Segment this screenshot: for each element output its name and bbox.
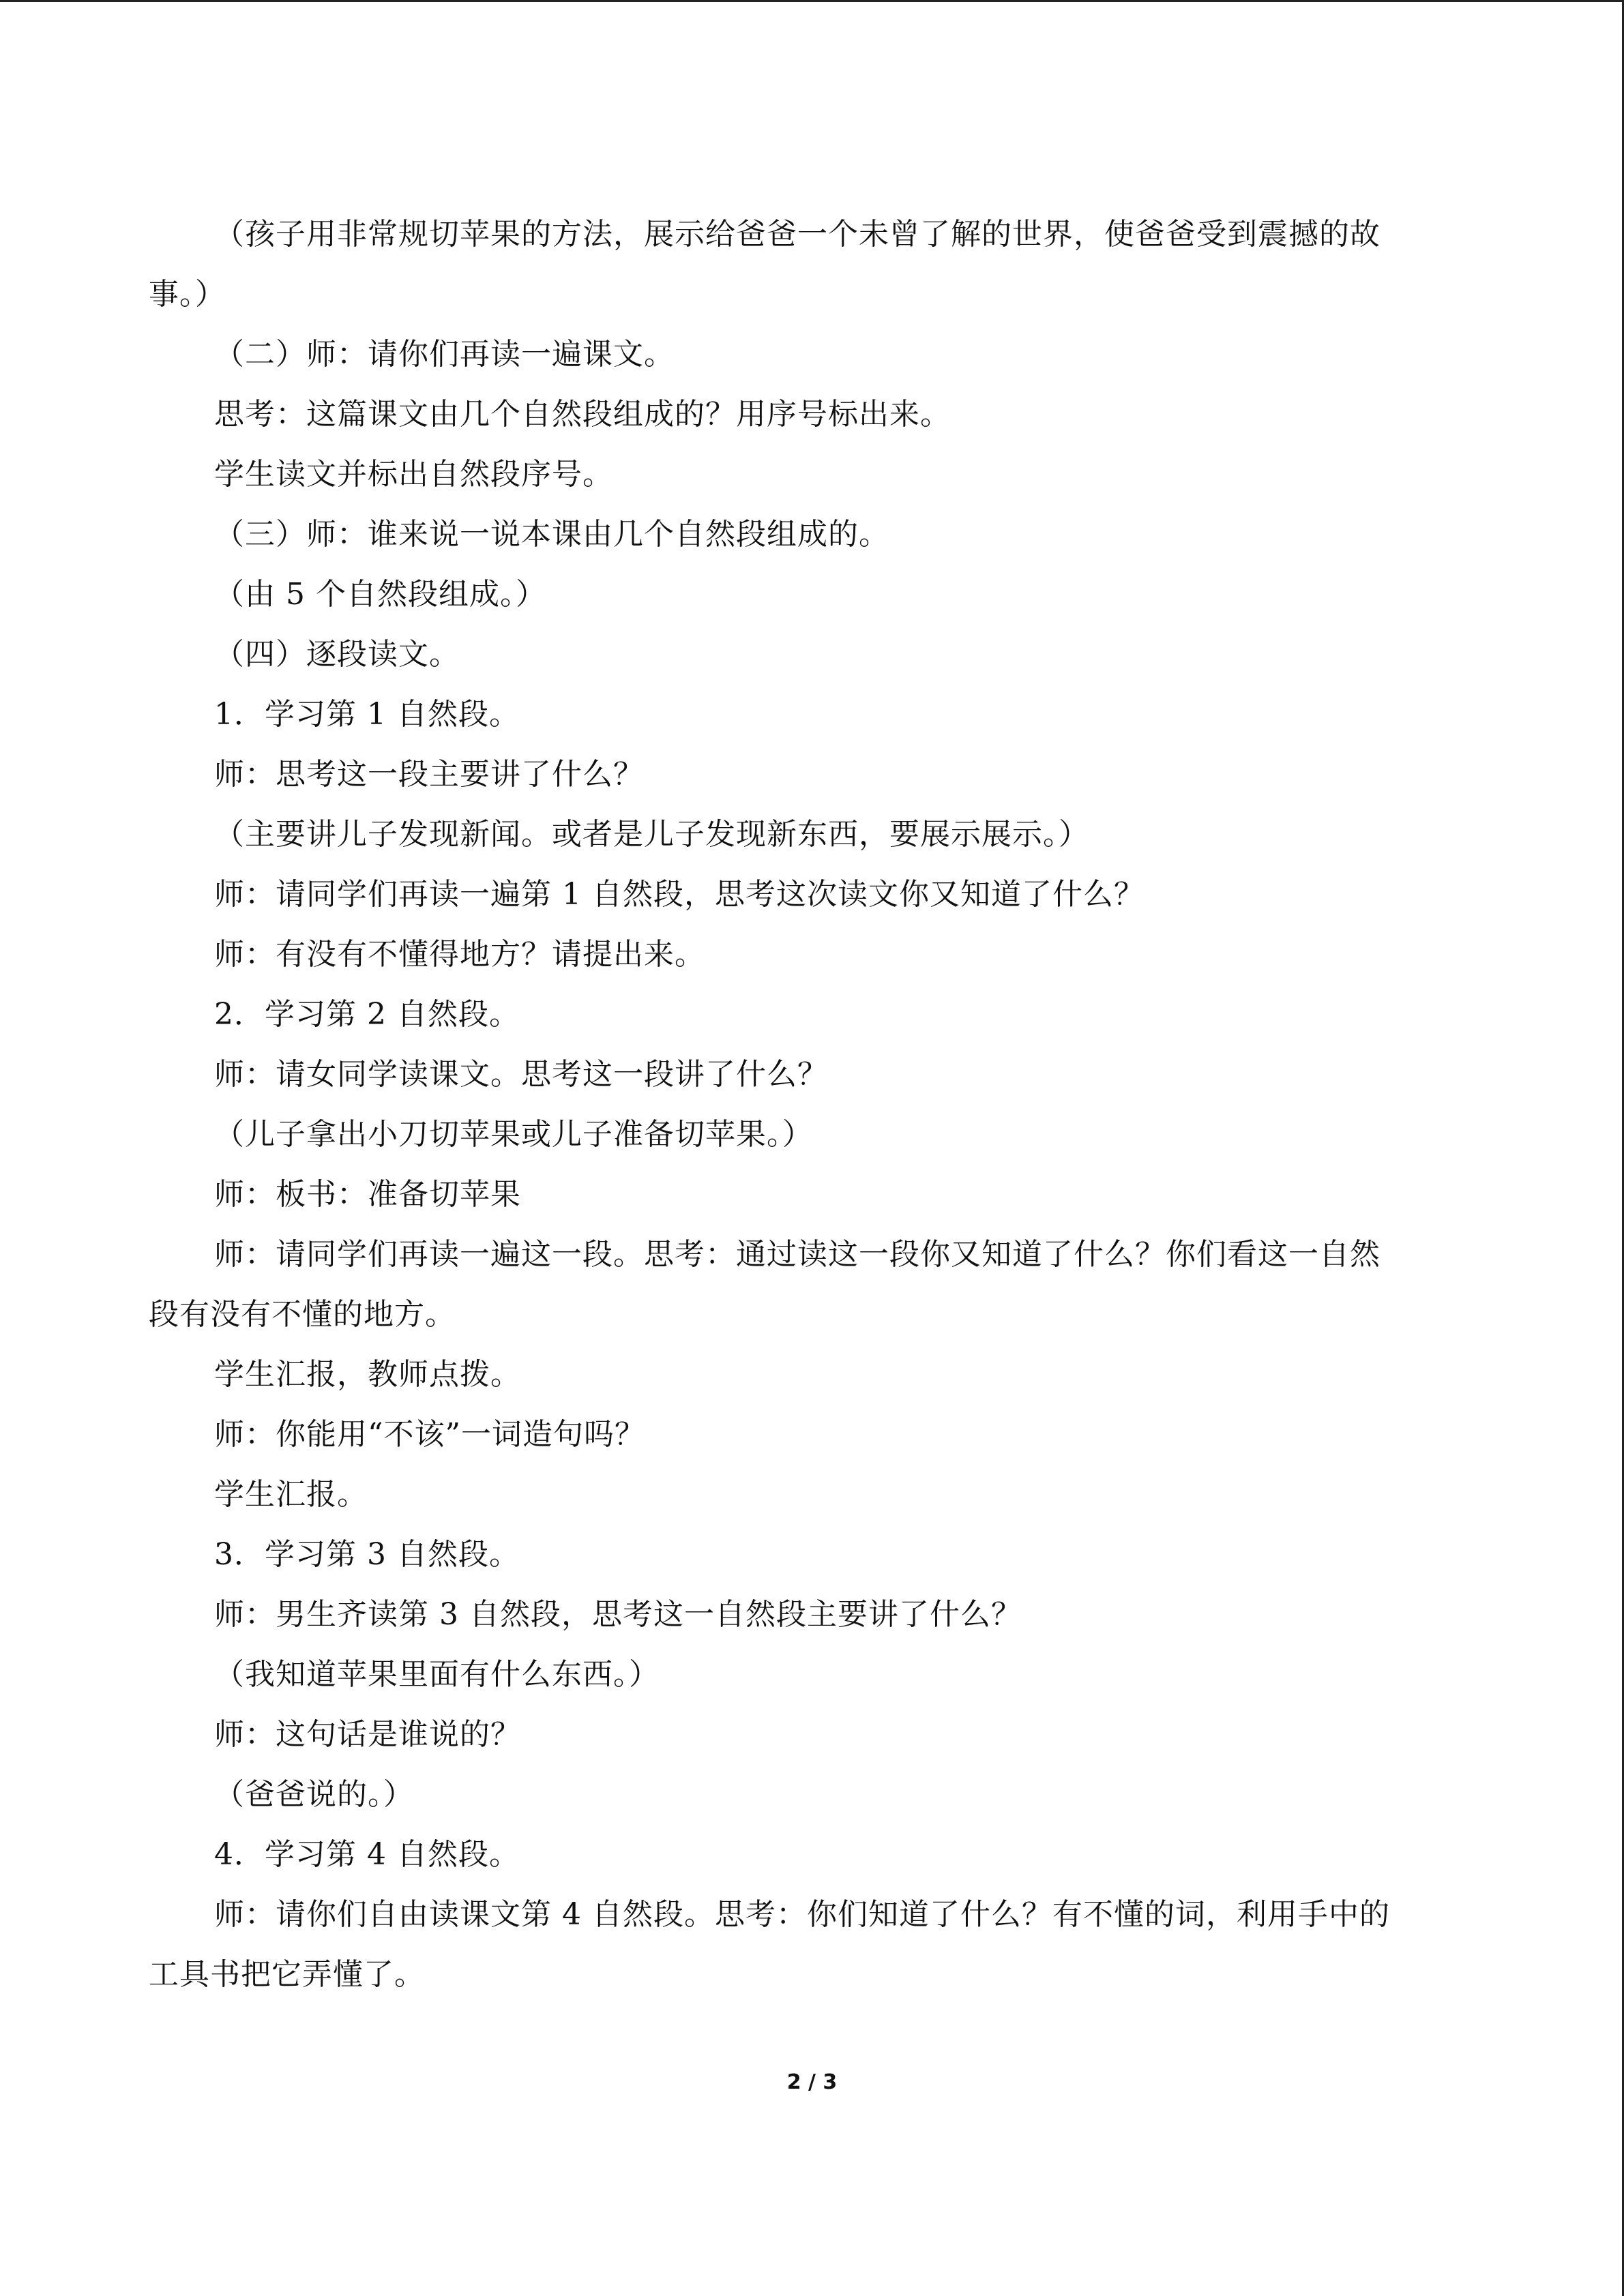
paragraph-line: 学生汇报，教师点拨。 [214, 1357, 521, 1392]
paragraph-line: （四）逐段读文。 [214, 637, 460, 672]
paragraph-line: （我知道苹果里面有什么东西。） [214, 1657, 660, 1692]
paragraph-line: （孩子用非常规切苹果的方法，展示给爸爸一个未曾了解的世界，使爸爸受到震撼的故 [214, 217, 1381, 252]
paragraph-line: 师：有没有不懂得地方？请提出来。 [214, 937, 705, 972]
paragraph-line: （爸爸说的。） [214, 1777, 414, 1812]
paragraph-line: 思考：这篇课文由几个自然段组成的？用序号标出来。 [214, 397, 951, 432]
paragraph-line: （儿子拿出小刀切苹果或儿子准备切苹果。） [214, 1117, 813, 1152]
paragraph-line: 1．学习第 1 自然段。 [214, 697, 520, 732]
paragraph-line: （主要讲儿子发现新闻。或者是儿子发现新东西，要展示展示。） [214, 817, 1089, 852]
paragraph-line: 段有没有不懂的地方。 [149, 1297, 456, 1332]
paragraph-line: （由 5 个自然段组成。） [214, 577, 546, 612]
paragraph-line: 学生汇报。 [214, 1477, 368, 1512]
paragraph-line: 师：这句话是谁说的？ [214, 1717, 521, 1752]
paragraph-line: （三）师：谁来说一说本课由几个自然段组成的。 [214, 517, 889, 552]
paragraph-line: 4．学习第 4 自然段。 [214, 1837, 520, 1872]
paragraph-line: 师：请同学们再读一遍这一段。思考：通过读这一段你又知道了什么？你们看这一自然 [214, 1237, 1381, 1272]
paragraph-line: 师：你能用“不该”一词造句吗？ [214, 1417, 645, 1452]
page-border-top [0, 0, 1624, 2]
paragraph-line: 师：请同学们再读一遍第 1 自然段，思考这次读文你又知道了什么？ [214, 877, 1145, 912]
document-body [149, 205, 1458, 2005]
paragraph-line: 学生读文并标出自然段序号。 [214, 457, 613, 492]
paragraph-line: 工具书把它弄懂了。 [149, 1957, 425, 1992]
paragraph-line: 2．学习第 2 自然段。 [214, 997, 520, 1032]
paragraph-line: 事。） [149, 277, 226, 312]
paragraph-line: 3．学习第 3 自然段。 [214, 1537, 520, 1572]
page-number: 2 / 3 [786, 2070, 838, 2094]
paragraph-line: 师：思考这一段主要讲了什么？ [214, 757, 644, 792]
paragraph-line: 师：请女同学读课文。思考这一段讲了什么？ [214, 1057, 828, 1092]
paragraph-line: （二）师：请你们再读一遍课文。 [214, 337, 675, 372]
paragraph-line: 师：男生齐读第 3 自然段，思考这一自然段主要讲了什么？ [214, 1597, 1022, 1632]
paragraph-line: 师：板书：准备切苹果 [214, 1177, 521, 1212]
paragraph-line: 师：请你们自由读课文第 4 自然段。思考：你们知道了什么？有不懂的词，利用手中的 [214, 1897, 1390, 1932]
